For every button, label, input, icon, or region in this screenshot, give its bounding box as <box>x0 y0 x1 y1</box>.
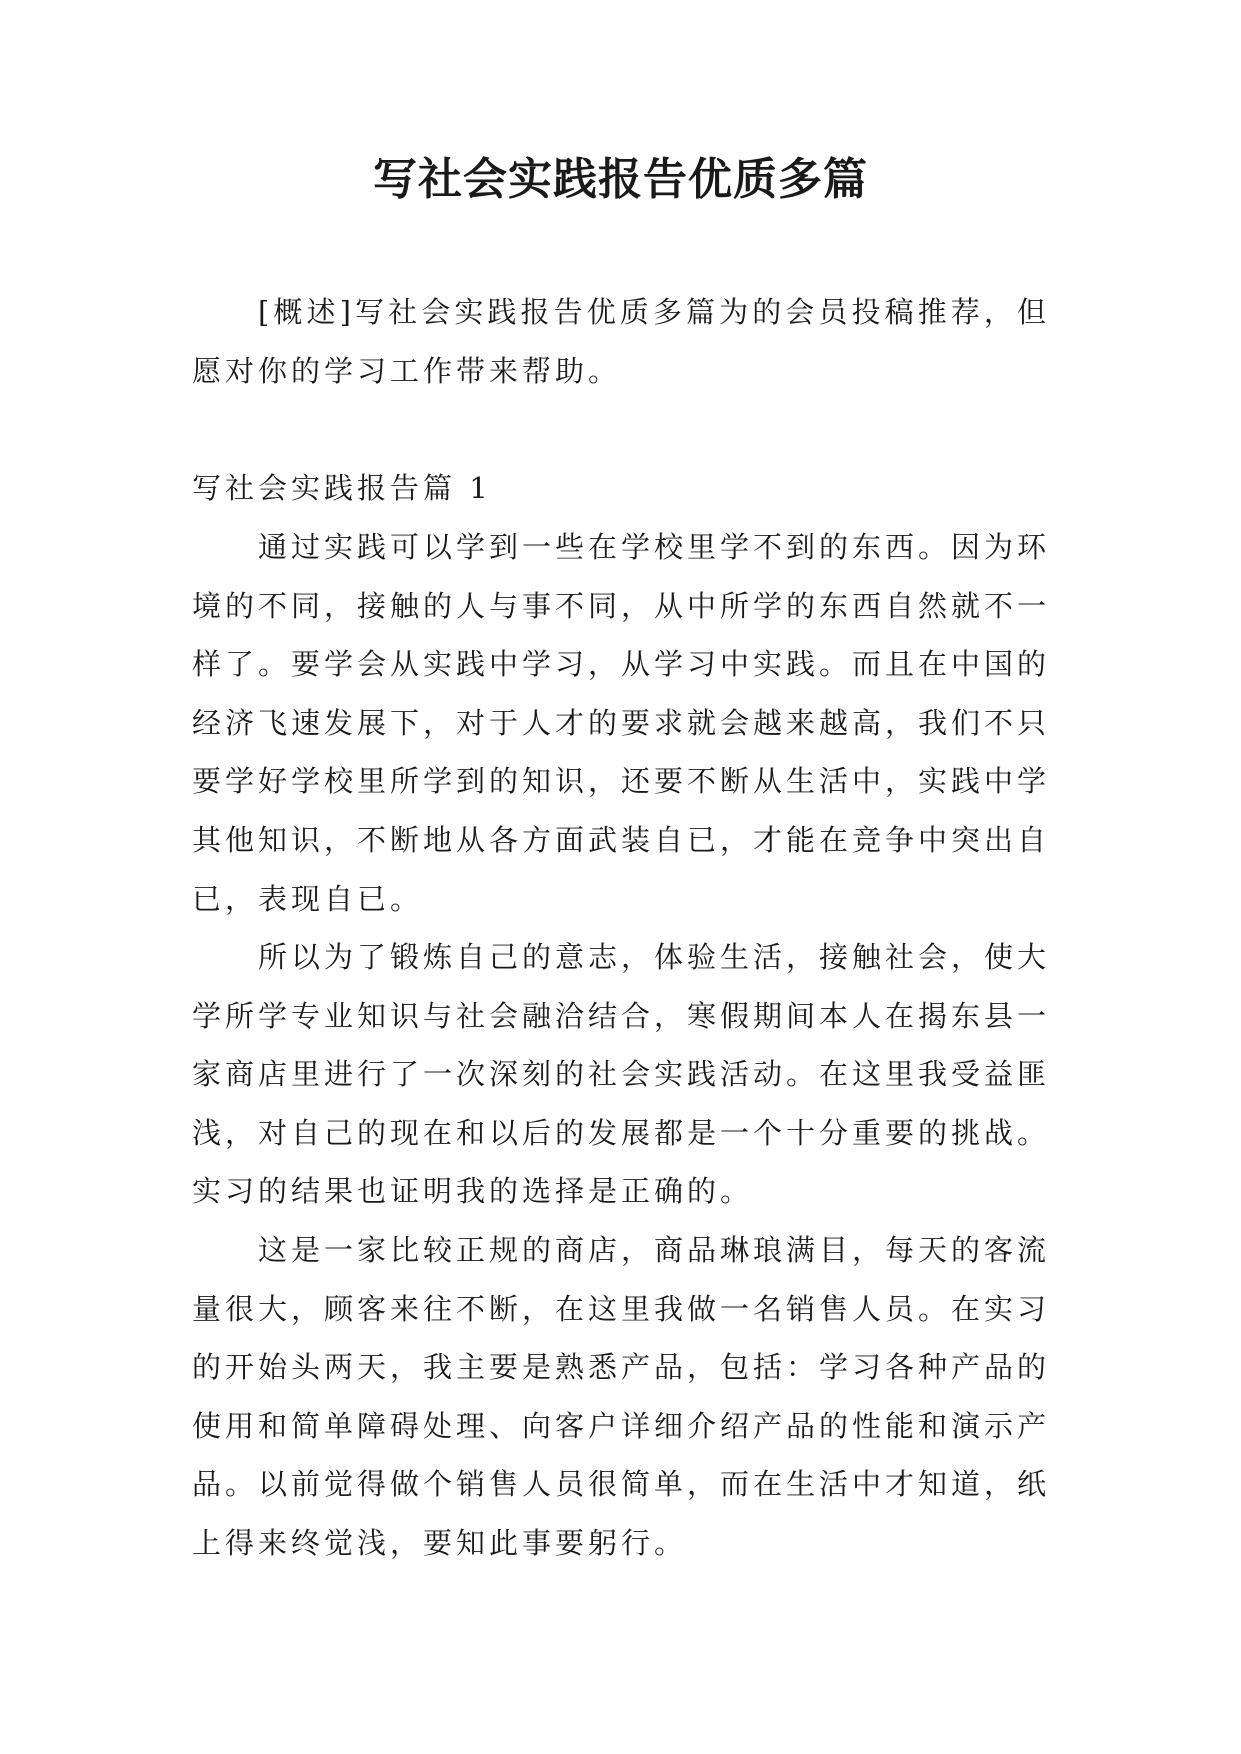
body-paragraph-3: 这是一家比较正规的商店，商品琳琅满目，每天的客流量很大，顾客来往不断，在这里我做一名销售人员。在实习的开始头两天，我主要是熟悉产品，包括：学习各种产品的使用和简单障碍处理、向客户详细介绍产品的性能和演示产品。以前觉得做个销售人员很简单，而在生活中才知道，纸上得来终觉浅，要知此事要躬行。 <box>192 1233 1051 1560</box>
section-heading: 写社会实践报告篇 1 <box>192 471 492 505</box>
document-title: 写社会实践报告优质多篇 <box>373 154 868 205</box>
body-paragraph-1: 通过实践可以学到一些在学校里学不到的东西。因为环境的不同，接触的人与事不同，从中所学的东西自然就不一样了。要学会从实践中学习，从学习中实践。而且在中国的经济飞速发展下，对于人才的要求就会越来越高，我们不只要学好学校里所学到的知识，还要不断从生活中，实践中学其他知识，不断地从各方面武装自已，才能在竞争中突出自已，表现自已。 <box>192 530 1051 916</box>
body-paragraph-2: 所以为了锻炼自己的意志，体验生活，接触社会，使大学所学专业知识与社会融洽结合，寒假期间本人在揭东县一家商店里进行了一次深刻的社会实践活动。在这里我受益匪浅，对自己的现在和以后的发展都是一个十分重要的挑战。实习的结果也证明我的选择是正确的。 <box>192 940 1051 1209</box>
summary-paragraph: [概述]写社会实践报告优质多篇为的会员投稿推荐，但愿对你的学习工作带来帮助。 <box>192 295 1050 388</box>
